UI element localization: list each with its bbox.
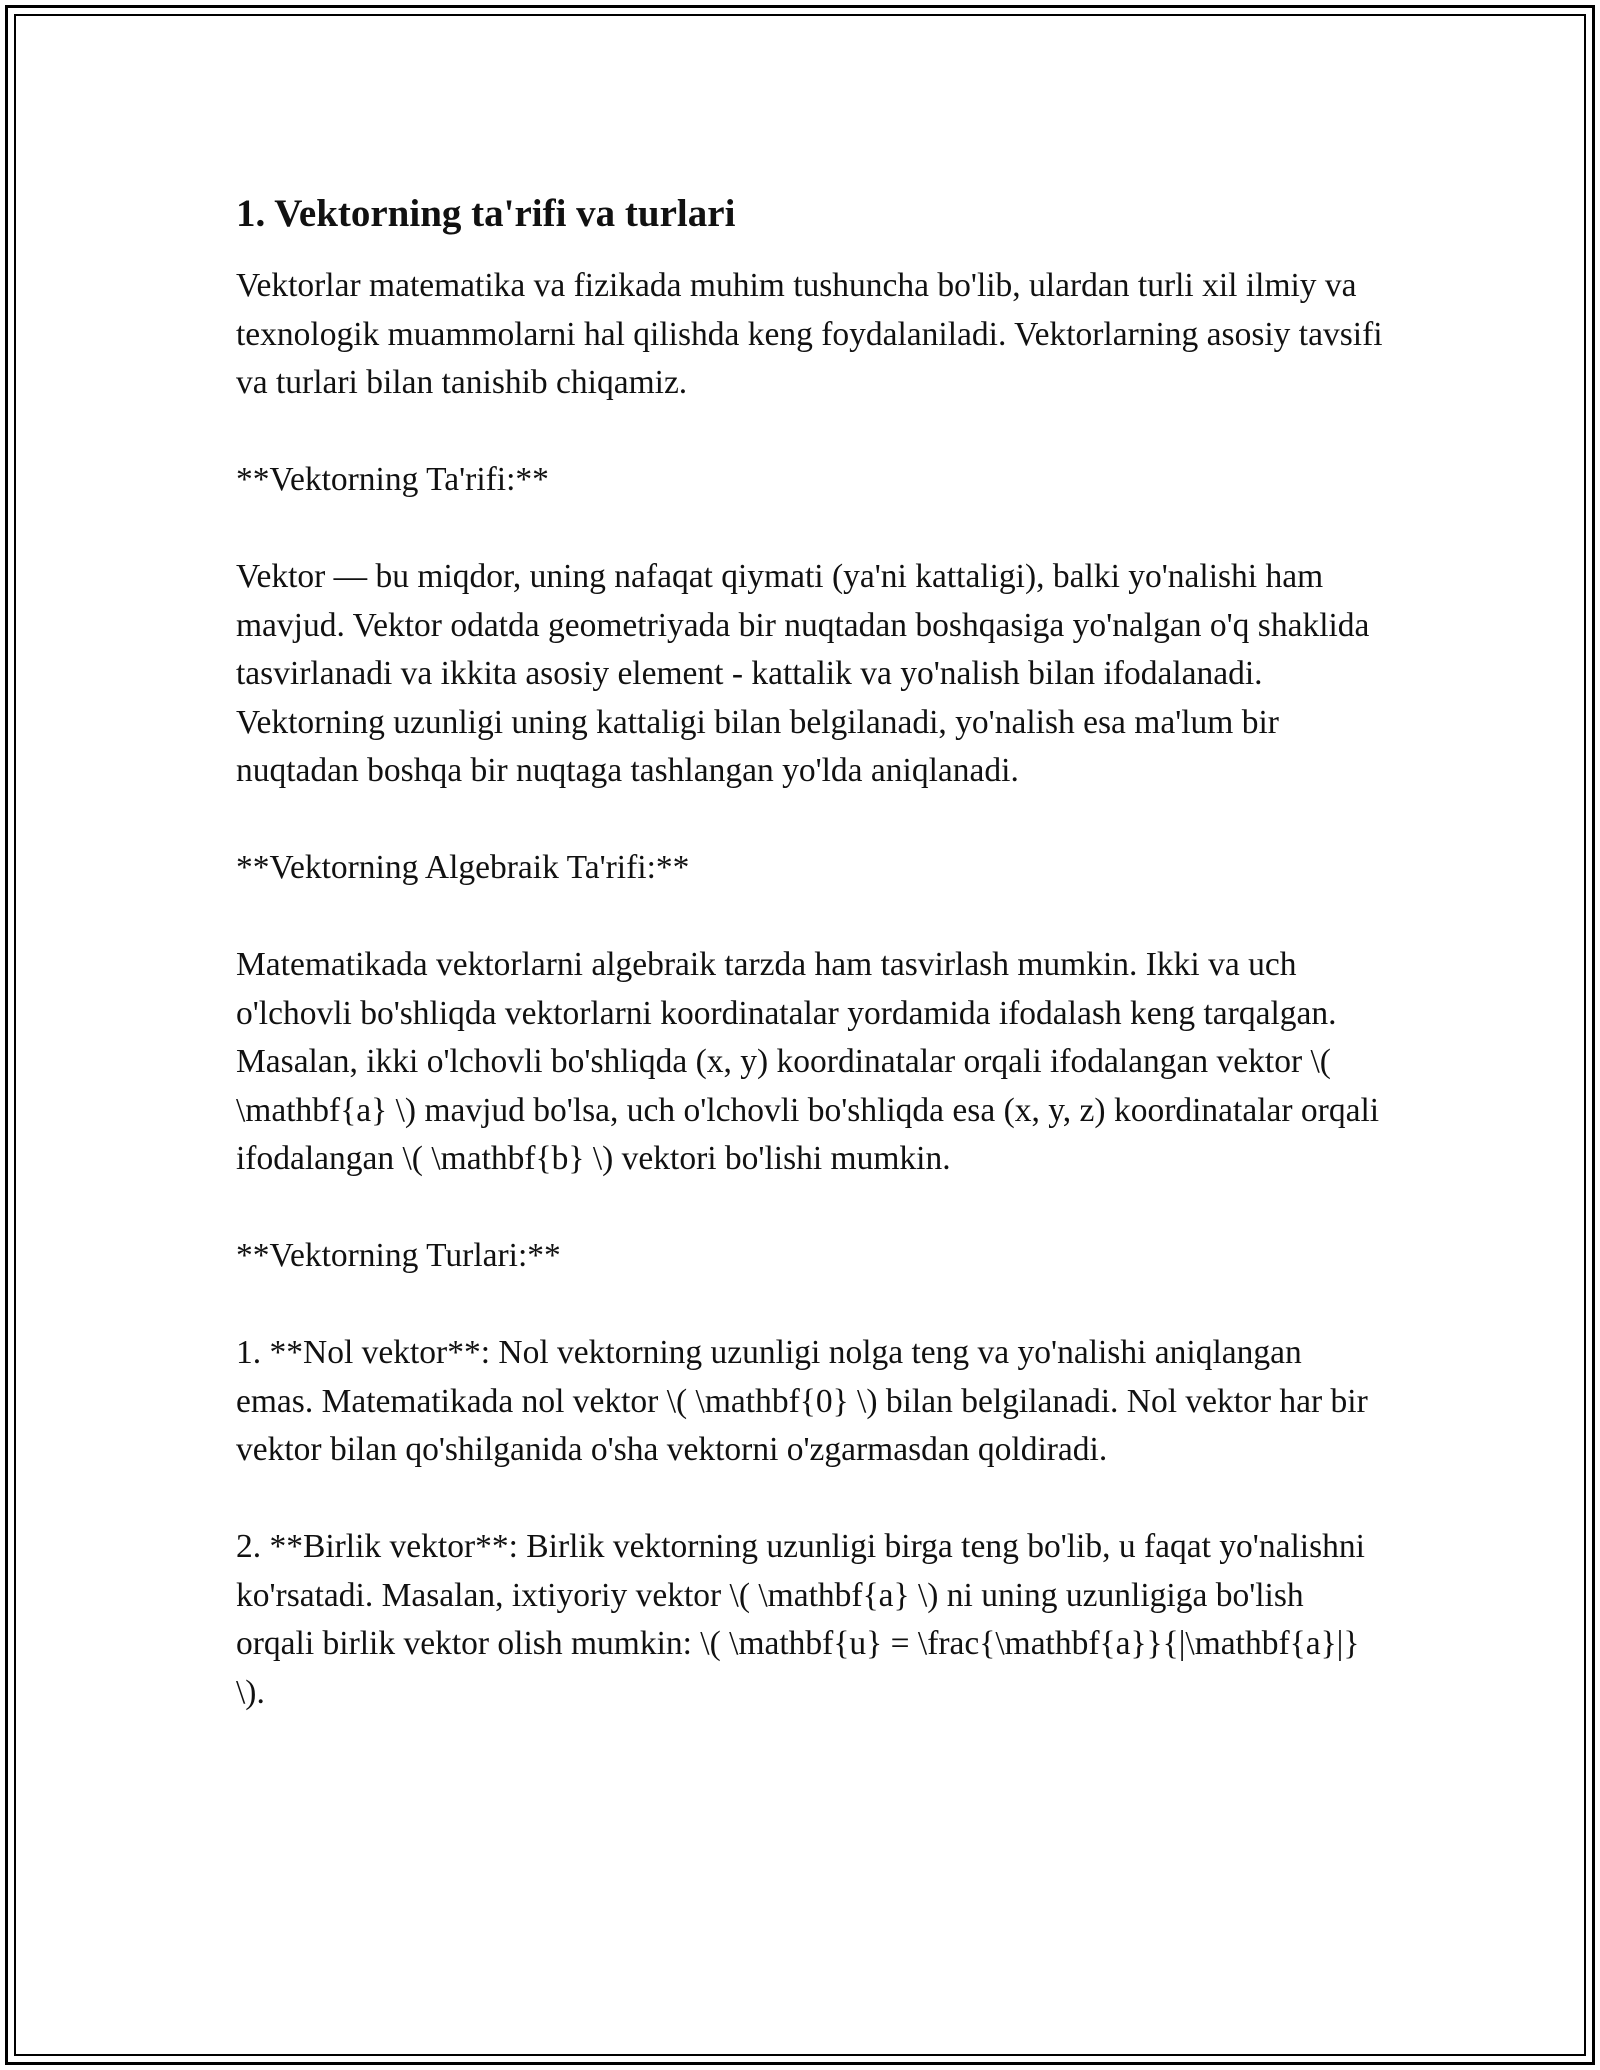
section-heading: 1. Vektorning ta'rifi va turlari xyxy=(236,192,736,235)
zero-vector-paragraph: 1. **Nol vektor**: Nol vektorning uzunligi nolga teng va yo'nalishi aniqlangan emas. Matematikada nol vektor \( \mathbf{0} \) bilan belgilanadi. Nol vektor har bir vektor bilan qo'shilganida o'sha vektorni o'zgarmasdan qoldiradi. xyxy=(236,1334,1368,1468)
definition-paragraph: Vektor — bu miqdor, uning nafaqat qiymati (ya'ni kattaligi), balki yo'nalishi ham mavjud. Vektor odatda geometriyada bir nuqtadan boshqasiga yo'nalgan o'q shaklida tasvirlanadi va ikkita asosiy element - kattalik va yo'nalish bilan ifodalanadi. Vektorning uzunligi uning kattaligi bilan belgilanadi, yo'nalish esa ma'lum bir nuqtadan boshqa bir nuqtaga tashlangan yo'lda aniqlanadi. xyxy=(236,558,1370,789)
unit-vector-paragraph: 2. **Birlik vektor**: Birlik vektorning uzunligi birga teng bo'lib, u faqat yo'nalishni ko'rsatadi. Masalan, ixtiyoriy vektor \( \mathbf{a} \) ni uning uzunligiga bo'lish orqali birlik vektor olish mumkin: \( \mathbf{u} = \frac{\mathbf{a}}{|\mathbf{a}|} \). xyxy=(236,1528,1365,1711)
intro-paragraph: Vektorlar matematika va fizikada muhim tushuncha bo'lib, ulardan turli xil ilmiy va texnologik muammolarni hal qilishda keng foydalaniladi. Vektorlarning asosiy tavsifi va turlari bilan tanishib chiqamiz. xyxy=(236,267,1383,401)
types-label: **Vektorning Turlari:** xyxy=(236,1237,561,1274)
document-body xyxy=(236,182,1386,1766)
algebraic-definition-label: **Vektorning Algebraik Ta'rifi:** xyxy=(236,849,690,886)
definition-label: **Vektorning Ta'rifi:** xyxy=(236,461,549,498)
algebraic-definition-paragraph: Matematikada vektorlarni algebraik tarzda ham tasvirlash mumkin. Ikki va uch o'lchovli bo'shliqda vektorlarni koordinatalar yordamida ifodalash keng tarqalgan. Masalan, ikki o'lchovli bo'shliqda (x, y) koordinatalar orqali ifodalangan vektor \( \mathbf{a} \) mavjud bo'lsa, uch o'lchovli bo'shliqda esa (x, y, z) koordinatalar orqali ifodalangan \( \mathbf{b} \) vektori bo'lishi mumkin. xyxy=(236,946,1380,1177)
